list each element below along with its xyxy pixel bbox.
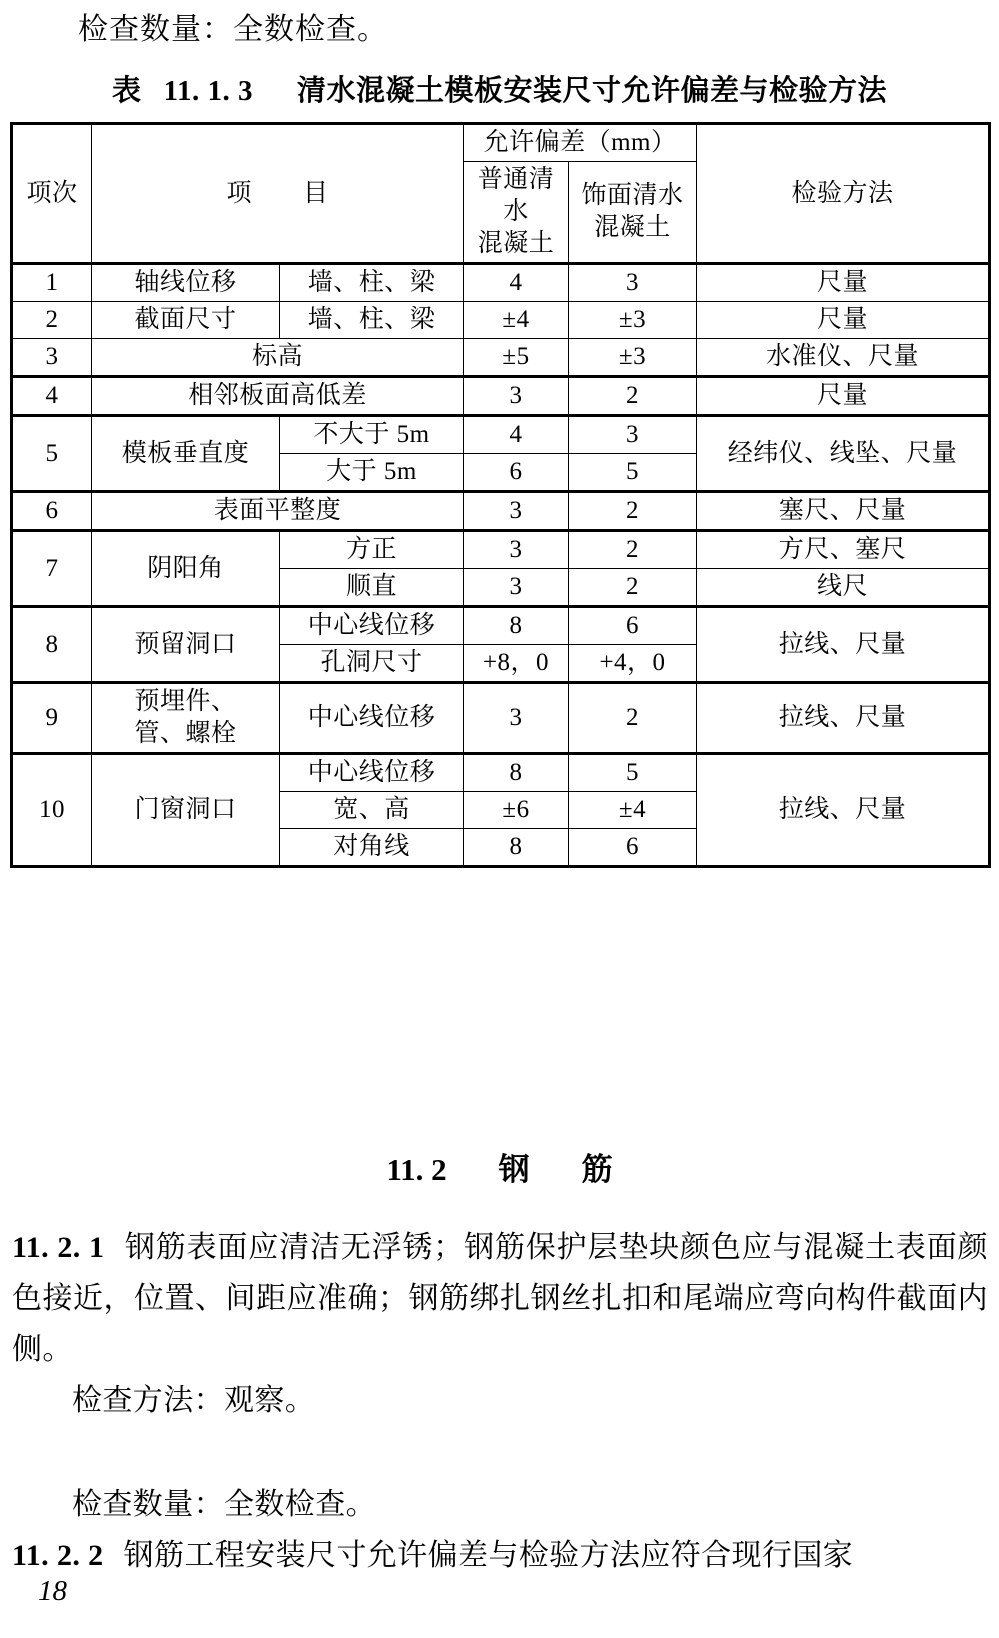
row-index: 4 <box>12 377 92 416</box>
row-method: 拉线、尺量 <box>697 683 990 754</box>
row-deviation-finished: ±3 <box>569 302 697 339</box>
section-heading <box>0 1144 999 1189</box>
row-item: 模板垂直度 <box>92 416 280 492</box>
row-item: 阴阳角 <box>92 531 280 607</box>
row-deviation-finished: +4，0 <box>569 645 697 683</box>
row-sub: 不大于 5m <box>280 416 464 454</box>
row-deviation-finished: 3 <box>569 416 697 454</box>
row-deviation-finished: 2 <box>569 569 697 607</box>
row-index: 3 <box>12 339 92 377</box>
row-item: 截面尺寸 <box>92 302 280 339</box>
row-item: 相邻板面高低差 <box>92 377 464 416</box>
table-row <box>12 264 990 302</box>
row-method: 经纬仪、线坠、尺量 <box>697 416 990 492</box>
row-sub: 大于 5m <box>280 454 464 492</box>
row-deviation-finished: ±4 <box>569 792 697 829</box>
row-deviation-ordinary: 3 <box>464 683 569 754</box>
row-index: 9 <box>12 683 92 754</box>
body-text-block <box>12 1222 988 1426</box>
row-deviation-ordinary: 4 <box>464 264 569 302</box>
row-deviation-ordinary: 3 <box>464 377 569 416</box>
table-row <box>12 339 990 377</box>
row-deviation-ordinary: ±5 <box>464 339 569 377</box>
row-item: 表面平整度 <box>92 492 464 531</box>
row-deviation-finished: 6 <box>569 607 697 645</box>
row-deviation-ordinary: 3 <box>464 531 569 569</box>
row-deviation-ordinary: 6 <box>464 454 569 492</box>
header-deviation-finished-line1: 饰面清水 <box>581 182 684 209</box>
row-deviation-finished: 5 <box>569 754 697 792</box>
row-index: 7 <box>12 531 92 607</box>
deviation-table <box>10 122 991 868</box>
row-deviation-finished: 2 <box>569 531 697 569</box>
row-deviation-ordinary: 8 <box>464 754 569 792</box>
row-index: 1 <box>12 264 92 302</box>
row-item: 门窗洞口 <box>92 754 280 867</box>
row-deviation-ordinary: ±6 <box>464 792 569 829</box>
row-index: 2 <box>12 302 92 339</box>
row-deviation-ordinary: 4 <box>464 416 569 454</box>
row-deviation-finished: 2 <box>569 492 697 531</box>
header-item: 项 目 <box>92 124 464 264</box>
clause-11-2-1 <box>12 1222 988 1375</box>
section-title-char1: 钢 <box>498 1152 530 1187</box>
clause-11-2-2 <box>12 1530 988 1581</box>
row-method: 拉线、尺量 <box>697 607 990 683</box>
header-deviation-finished <box>569 162 697 264</box>
row-method: 线尺 <box>697 569 990 607</box>
row-item: 预留洞口 <box>92 607 280 683</box>
row-deviation-ordinary: 3 <box>464 492 569 531</box>
header-deviation-finished-line2: 混凝土 <box>594 214 671 241</box>
row-index: 6 <box>12 492 92 531</box>
row-deviation-finished: 2 <box>569 377 697 416</box>
header-method: 检验方法 <box>697 124 990 264</box>
clause-label: 11. 2. 1 <box>12 1231 105 1264</box>
table-row <box>12 302 990 339</box>
row-sub: 中心线位移 <box>280 754 464 792</box>
row-sub: 顺直 <box>280 569 464 607</box>
row-deviation-ordinary: +8，0 <box>464 645 569 683</box>
row-item <box>92 683 280 754</box>
row-sub: 中心线位移 <box>280 607 464 645</box>
clause-text: 钢筋工程安装尺寸允许偏差与检验方法应符合现行国家 <box>123 1539 854 1572</box>
row-item: 轴线位移 <box>92 264 280 302</box>
row-sub: 孔洞尺寸 <box>280 645 464 683</box>
row-item-line2: 管、螺栓 <box>134 720 237 747</box>
row-deviation-ordinary: ±4 <box>464 302 569 339</box>
header-index: 项次 <box>12 124 92 264</box>
clause-label: 11. 2. 2 <box>12 1539 104 1572</box>
table-row <box>12 754 990 792</box>
inspection-method-line: 检查方法：观察。 <box>72 1384 316 1417</box>
row-deviation-ordinary: 3 <box>464 569 569 607</box>
row-index: 8 <box>12 607 92 683</box>
clause-text: 钢筋表面应清洁无浮锈；钢筋保护层垫块颜色应与混凝土表面颜色接近，位置、间距应准确；钢筋绑扎钢丝扎扣和尾端应弯向构件截面内侧。 <box>12 1231 989 1366</box>
page-number: 18 <box>38 1575 67 1607</box>
table-row <box>12 683 990 754</box>
section-title-char2: 筋 <box>581 1152 613 1187</box>
table-row <box>12 531 990 569</box>
row-deviation-ordinary: 8 <box>464 607 569 645</box>
row-method: 拉线、尺量 <box>697 754 990 867</box>
table-row <box>12 416 990 454</box>
row-method: 塞尺、尺量 <box>697 492 990 531</box>
row-method: 尺量 <box>697 302 990 339</box>
row-sub: 墙、柱、梁 <box>280 264 464 302</box>
header-deviation-ordinary-line1: 普通清水 <box>477 166 555 225</box>
row-index: 10 <box>12 754 92 867</box>
header-deviation-group: 允许偏差（mm） <box>464 124 697 162</box>
header-deviation-ordinary <box>464 162 569 264</box>
row-method: 方尺、塞尺 <box>697 531 990 569</box>
row-deviation-finished: 2 <box>569 683 697 754</box>
row-sub: 方正 <box>280 531 464 569</box>
row-item-line1: 预埋件、 <box>134 688 237 715</box>
row-sub: 宽、高 <box>280 792 464 829</box>
row-deviation-ordinary: 8 <box>464 829 569 867</box>
lead-paragraph: 检查数量：全数检查。 <box>78 13 388 46</box>
section-number: 11. 2 <box>386 1152 447 1187</box>
row-sub: 中心线位移 <box>280 683 464 754</box>
row-sub: 对角线 <box>280 829 464 867</box>
row-method: 尺量 <box>697 377 990 416</box>
row-item: 标高 <box>92 339 464 377</box>
caption-number: 11. 1. 3 <box>163 75 253 107</box>
caption-prefix: 表 <box>112 75 142 107</box>
row-deviation-finished: 6 <box>569 829 697 867</box>
caption-title: 清水混凝土模板安装尺寸允许偏差与检验方法 <box>296 75 887 107</box>
row-deviation-finished: ±3 <box>569 339 697 377</box>
table-caption <box>0 68 999 109</box>
header-deviation-ordinary-line2: 混凝土 <box>477 230 555 257</box>
table-row <box>12 607 990 645</box>
row-method: 尺量 <box>697 264 990 302</box>
inspection-quantity-line: 检查数量：全数检查。 <box>72 1488 376 1521</box>
table-row <box>12 492 990 531</box>
table-row <box>12 377 990 416</box>
row-method: 水准仪、尺量 <box>697 339 990 377</box>
tail-text-block <box>12 1479 988 1581</box>
row-deviation-finished: 5 <box>569 454 697 492</box>
row-deviation-finished: 3 <box>569 264 697 302</box>
row-index: 5 <box>12 416 92 492</box>
row-sub: 墙、柱、梁 <box>280 302 464 339</box>
table-header-row-1 <box>12 124 990 162</box>
